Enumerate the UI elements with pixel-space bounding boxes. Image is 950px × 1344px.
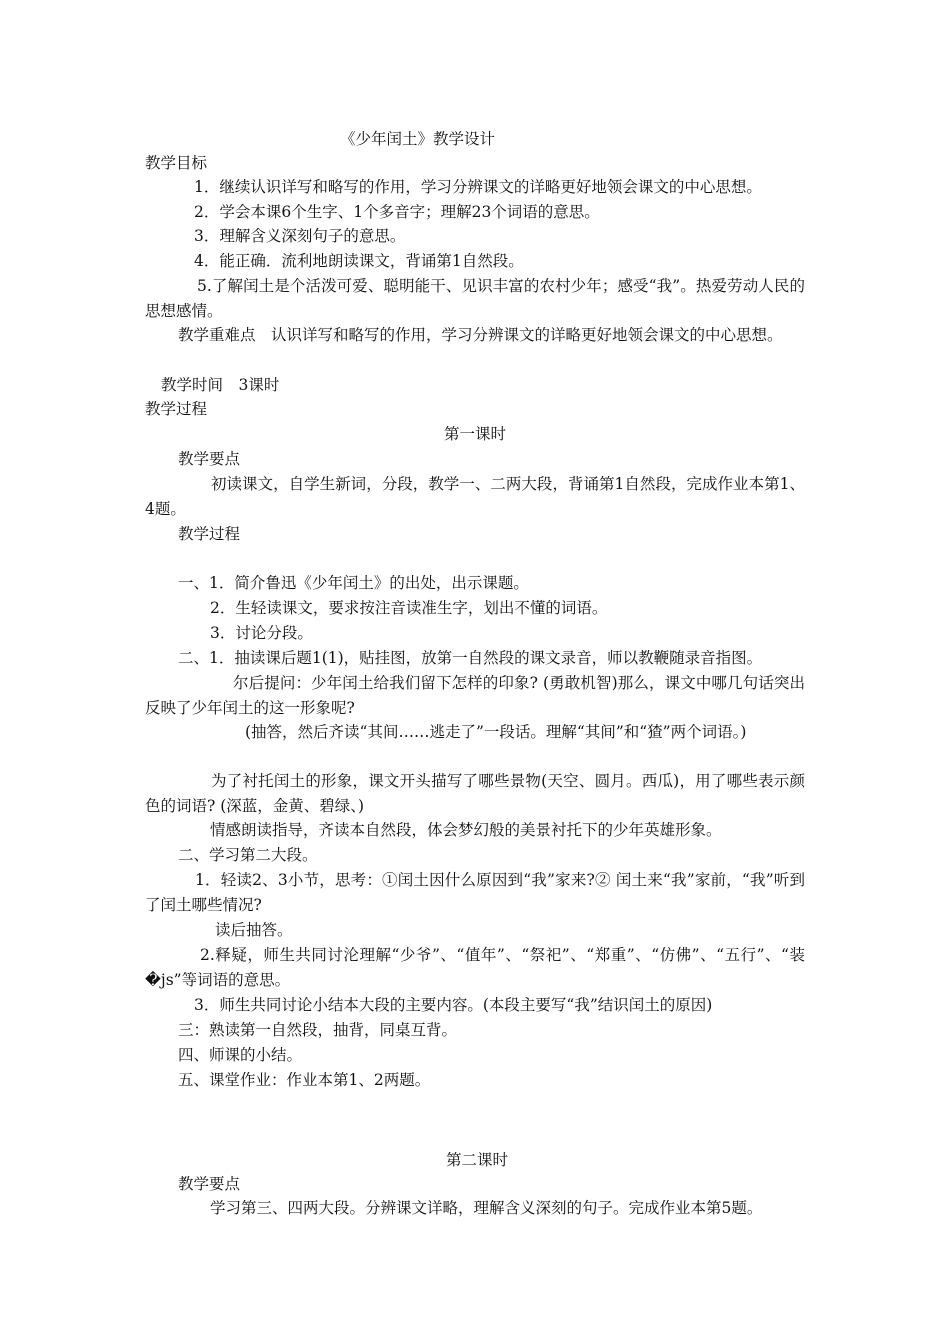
step-line: 3．师生共同讨论小结本大段的主要内容。(本段主要写“我”结识闰土的原因) xyxy=(194,996,713,1014)
teaching-time: 教学时间 3课时 xyxy=(161,376,280,394)
step-line: 尔后提问：少年闰土给我们留下怎样的印象? (勇敢机智)那么，课文中哪几句话突出反映了少年闰土的这一形象呢? xyxy=(145,674,805,717)
step-line: 一、1．简介鲁迅《少年闰土》的出处，出示课题。 xyxy=(178,574,529,592)
process-heading: 教学过程 xyxy=(145,400,208,418)
document-title: 《少年闰土》教学设计 xyxy=(340,130,496,148)
step-line: 四、师课的小结。 xyxy=(178,1046,303,1064)
objective-item: 3．理解含义深刻句子的意思。 xyxy=(194,227,406,245)
objective-item: 2．学会本课6个生字、1个多音字；理解23个词语的意思。 xyxy=(194,203,600,221)
lesson2-points: 学习第三、四两大段。分辨课文详略，理解含义深刻的句子。完成作业本第5题。 xyxy=(210,1199,763,1217)
objective-item: 4．能正确．流利地朗读课文，背诵第1自然段。 xyxy=(194,252,524,270)
step-line: 三：熟读第一自然段，抽背，同桌互背。 xyxy=(178,1021,458,1039)
lesson2-heading: 第二课时 xyxy=(445,1151,508,1169)
step-line: 1．轻读2、3小节，思考：①闰土因什么原因到“我”家来?② 闰土来“我”家前，“我”听到了闰土哪些情况? xyxy=(145,871,805,914)
step-line: 情感朗读指导，齐读本自然段，体会梦幻般的美景衬托下的少年英雄形象。 xyxy=(210,821,722,839)
step-line: 二、1．抽读课后题1(1)，贴挂图，放第一自然段的课文录音，师以教鞭随录音指图。 xyxy=(178,649,763,667)
step-line: 为了衬托闰土的形象，课文开头描写了哪些景物(天空、圆月。西瓜)，用了哪些表示颜色的词语? (深蓝，金黄、碧绿、) xyxy=(145,772,805,815)
step-line: (抽答，然后齐读“其间……逃走了”一段话。理解“其间”和“猹”两个词语。) xyxy=(245,723,747,741)
objective-item: 5.了解闰土是个活泼可爱、聪明能干、见识丰富的农村少年；感受“我”。热爱劳动人民的思想感情。 xyxy=(145,277,805,320)
lesson1-points-heading: 教学要点 xyxy=(178,450,241,468)
lesson1-process-heading: 教学过程 xyxy=(178,525,241,543)
step-line: 2．生轻读课文，要求按注音读准生字，划出不懂的词语。 xyxy=(210,599,608,617)
objectives-heading: 教学目标 xyxy=(145,154,208,172)
key-points: 教学重难点 认识详写和略写的作用，学习分辨课文的详略更好地领会课文的中心思想。 xyxy=(178,326,783,344)
step-line: 3．讨论分段。 xyxy=(210,624,313,642)
lesson1-points: 初读课文，自学生新词，分段，教学一、二两大段，背诵第1自然段，完成作业本第1、4题。 xyxy=(145,475,805,518)
objective-item: 1．继续认识详写和略写的作用，学习分辨课文的详略更好地领会课文的中心思想。 xyxy=(194,178,762,196)
step-line: 读后抽答。 xyxy=(215,921,293,939)
step-line: 二、学习第二大段。 xyxy=(178,846,318,864)
lesson1-heading: 第一课时 xyxy=(443,425,506,443)
lesson2-points-heading: 教学要点 xyxy=(178,1175,241,1193)
step-line: 2.释疑，师生共同讨沦理解“少爷”、“值年”、“祭祀”、“郑重”、“仿佛”、“五行”、“装�js”等词语的意思。 xyxy=(145,946,805,989)
step-line: 五、课堂作业：作业本第1、2两题。 xyxy=(178,1071,431,1089)
